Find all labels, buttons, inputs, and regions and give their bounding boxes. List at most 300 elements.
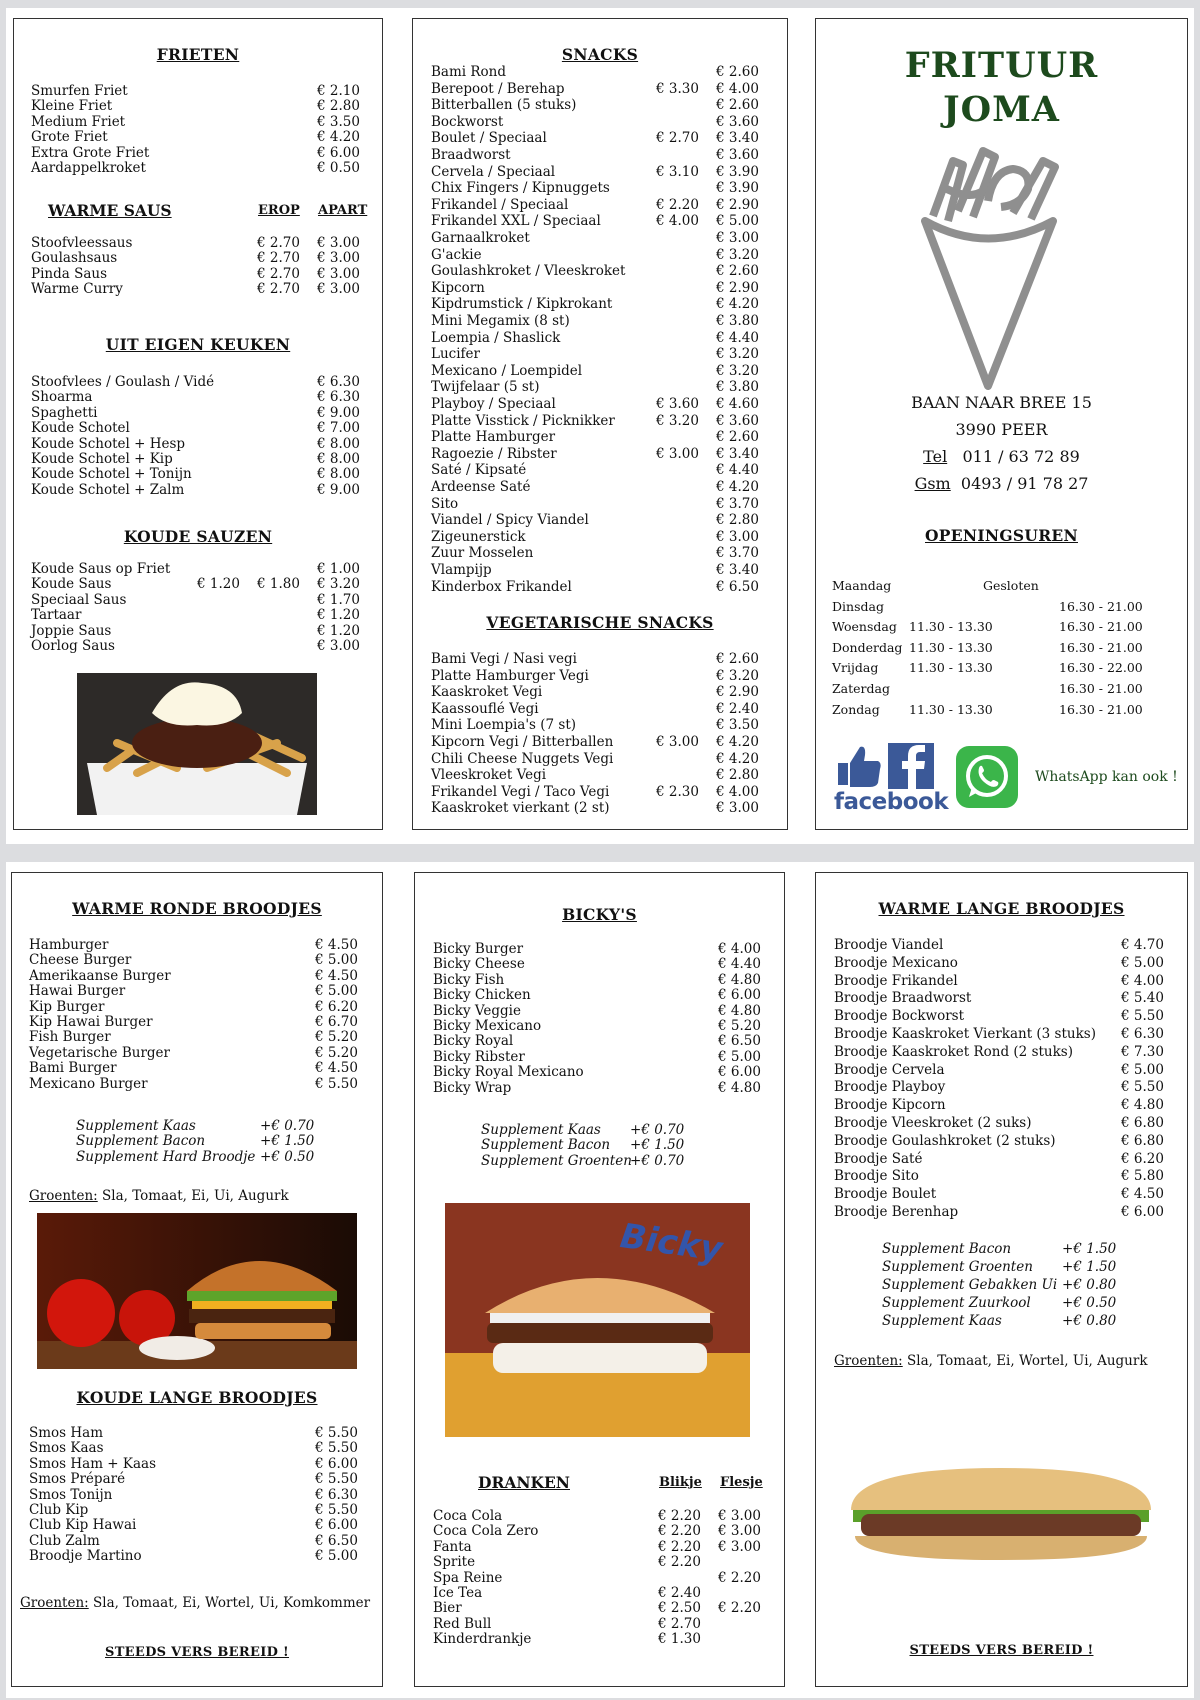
menu-price: € 6.00	[1121, 1204, 1164, 1220]
menu-name: Bier	[433, 1600, 462, 1617]
menu-row	[816, 1186, 1187, 1203]
menu-row	[413, 213, 787, 230]
menu-name: Koude Saus	[31, 576, 112, 593]
menu-name: Aardappelkroket	[31, 160, 146, 176]
menu-price: € 9.00	[317, 404, 360, 421]
menu-blikje: € 2.70	[658, 1615, 701, 1632]
menu-name: Supplement Bacon	[882, 1241, 1012, 1257]
footer-vers-bereid: STEEDS VERS BEREID !	[105, 1645, 289, 1660]
menu-name: Goulashkroket / Vleeskroket	[431, 263, 626, 280]
menu-name: Vegetarische Burger	[29, 1044, 170, 1061]
menu-price: € 3.90	[716, 163, 759, 180]
menu-row	[816, 1044, 1187, 1061]
menu-name: Kaassouflé Vegi	[431, 700, 539, 717]
menu-price: € 3.60	[716, 412, 759, 429]
menu-name: Koude Schotel + Tonijn	[31, 466, 192, 483]
menu-flesje: € 3.00	[718, 1508, 761, 1524]
menu-price: € 5.00	[1121, 1061, 1164, 1078]
menu-row	[413, 197, 787, 214]
menu-price: € 2.80	[317, 98, 360, 115]
menu-row	[413, 479, 787, 496]
menu-price: € 3.60	[716, 147, 759, 163]
menu-price: € 6.80	[1121, 1115, 1164, 1131]
menu-price: € 3.40	[716, 130, 759, 147]
menu-row	[816, 1008, 1187, 1025]
menu-name: Bicky Chicken	[433, 987, 531, 1004]
groenten-text: Sla, Tomaat, Ei, Ui, Augurk	[102, 1188, 289, 1204]
menu-name: Pinda Saus	[31, 265, 107, 282]
menu-price: € 2.90	[716, 196, 759, 213]
menu-row	[816, 1133, 1187, 1150]
menu-row	[14, 281, 382, 298]
menu-row	[413, 413, 787, 430]
menu-name: Viandel / Spicy Viandel	[431, 512, 589, 529]
menu-price: € 3.00	[716, 800, 759, 817]
menu-name: Bicky Fish	[433, 971, 505, 988]
menu-name: Goulashsaus	[31, 250, 118, 267]
menu-name: Frikandel / Speciaal	[431, 196, 569, 213]
menu-row	[413, 280, 787, 297]
menu-price: € 6.20	[1121, 1150, 1164, 1167]
groenten-label: Groenten:	[29, 1188, 98, 1204]
menu-spec: € 2.20	[656, 196, 699, 213]
menu-blikje: € 2.50	[658, 1600, 701, 1617]
menu-name: Platte Hamburger	[431, 429, 556, 446]
menu-price: € 4.00	[716, 783, 759, 800]
menu-price: € 6.00	[315, 1455, 358, 1472]
warme-saus-col-erop: EROP	[258, 203, 300, 218]
menu-row	[415, 1631, 784, 1648]
menu-name: Bami Vegi / Nasi vegi	[431, 651, 577, 667]
supplement-row	[415, 1153, 784, 1170]
menu-erop: € 2.70	[257, 235, 300, 251]
shop-name-line1: FRITUUR	[904, 45, 1099, 86]
menu-name: Bockworst	[431, 113, 504, 130]
menu-name: Oorlog Saus	[31, 638, 115, 654]
menu-name: Stoofvlees / Goulash / Vidé	[31, 374, 215, 390]
menu-name: Fanta	[433, 1538, 472, 1555]
menu-price: € 0.50	[317, 160, 360, 176]
section-title-vegetarisch: VEGETARISCHE SNACKS	[486, 613, 714, 632]
menu-name: Broodje Sito	[834, 1168, 919, 1185]
menu-flesje: € 3.00	[718, 1538, 761, 1555]
menu-price: € 6.30	[317, 389, 360, 406]
menu-row	[816, 598, 1187, 615]
menu-row	[413, 296, 787, 313]
menu-name: Kip Burger	[29, 998, 105, 1015]
menu-row	[816, 577, 1187, 594]
menu-apart: € 3.00	[317, 281, 360, 298]
menu-name: Mini Loempia's (7 st)	[431, 717, 577, 734]
menu-name: Amerikaanse Burger	[29, 967, 171, 984]
menu-price: € 3.80	[716, 313, 759, 329]
menu-row	[816, 1079, 1187, 1096]
menu-row	[14, 482, 382, 499]
facebook-text: facebook	[834, 789, 949, 815]
menu-row	[413, 734, 787, 751]
menu-name: Boulet / Speciaal	[431, 130, 547, 147]
menu-name: Kip Hawai Burger	[29, 1014, 153, 1030]
menu-price: +€ 1.50	[1062, 1241, 1117, 1257]
menu-name: Kaaskroket vierkant (2 st)	[431, 800, 610, 817]
supplement-row	[816, 1295, 1187, 1312]
menu-row	[413, 684, 787, 701]
menu-name: Kaaskroket Vegi	[431, 684, 543, 701]
menu-name: Bicky Ribster	[433, 1048, 525, 1065]
gsm-label: Gsm	[914, 474, 951, 493]
menu-row	[413, 579, 787, 596]
menu-name: Kinderbox Frikandel	[431, 578, 572, 595]
menu-row	[816, 973, 1187, 990]
menu-row	[816, 1204, 1187, 1221]
menu-name: Braadworst	[431, 147, 511, 163]
menu-row	[413, 446, 787, 463]
menu-price: € 4.00	[1121, 972, 1164, 989]
menu-price: +€ 1.50	[1062, 1259, 1117, 1275]
menu-row	[413, 379, 787, 396]
menu-row	[413, 717, 787, 734]
section-title-warme-saus: WARME SAUS	[48, 201, 172, 220]
menu-row	[413, 651, 787, 668]
menu-row	[413, 462, 787, 479]
menu-price: € 6.80	[1121, 1132, 1164, 1149]
menu-name: Bicky Burger	[433, 941, 524, 957]
groenten-label: Groenten:	[834, 1353, 903, 1369]
menu-price: € 3.40	[716, 445, 759, 462]
menu-name: Grote Friet	[31, 129, 108, 146]
menu-name: Lucifer	[431, 346, 480, 363]
menu-price: € 6.70	[315, 1014, 358, 1030]
menu-price: € 4.20	[716, 750, 759, 767]
menu-price: € 4.20	[716, 734, 759, 750]
menu-name: Broodje Berenhap	[834, 1204, 959, 1220]
section-title-dranken: DRANKEN	[478, 1473, 570, 1492]
menu-name: Bami Burger	[29, 1060, 117, 1077]
menu-spec: € 3.00	[656, 445, 699, 462]
whatsapp-icon[interactable]	[956, 746, 1018, 808]
menu-name: Koude Schotel + Kip	[31, 451, 173, 467]
menu-name: Supplement Kaas	[882, 1313, 1002, 1329]
menu-row	[14, 638, 382, 655]
menu-name: Supplement Hard Broodje	[76, 1148, 256, 1165]
menu-price: € 3.20	[716, 667, 759, 684]
menu-price: € 3.20	[716, 362, 759, 379]
menu-day: Zaterdag	[832, 681, 890, 696]
menu-name: Chix Fingers / Kipnuggets	[431, 180, 610, 197]
panel-snacks	[412, 18, 788, 830]
menu-name: Berepoot / Berehap	[431, 80, 565, 97]
menu-pm: 16.30 - 21.00	[1059, 619, 1143, 635]
dranken-col-flesje: Flesje	[720, 1475, 763, 1490]
menu-price: € 2.60	[716, 263, 759, 280]
menu-row	[12, 1076, 382, 1093]
menu-blikje: € 2.40	[658, 1585, 701, 1601]
menu-name: Broodje Kaaskroket Rond (2 stuks)	[834, 1043, 1073, 1060]
menu-row	[816, 701, 1187, 718]
menu-name: Bicky Royal Mexicano	[433, 1064, 584, 1081]
menu-name: Coca Cola Zero	[433, 1523, 539, 1540]
menu-row	[413, 64, 787, 81]
menu-price: € 5.40	[1121, 990, 1164, 1007]
menu-price: € 6.00	[315, 1517, 358, 1534]
menu-am: 11.30 - 13.30	[909, 701, 993, 717]
menu-price: € 5.50	[315, 1440, 358, 1457]
menu-erop: € 2.70	[257, 250, 300, 267]
menu-price: € 7.30	[1121, 1043, 1164, 1060]
menu-price: € 4.20	[716, 479, 759, 495]
menu-name: Bami Rond	[431, 64, 507, 80]
section-title-eigen-keuken: UIT EIGEN KEUKEN	[105, 335, 291, 354]
menu-name: Broodje Braadworst	[834, 990, 972, 1007]
menu-price: € 4.20	[317, 129, 360, 146]
menu-price: +€ 1.50	[260, 1133, 315, 1150]
menu-row	[413, 784, 787, 801]
supplement-row	[816, 1313, 1187, 1330]
menu-price: € 3.20	[317, 576, 360, 593]
menu-name: Supplement Kaas	[481, 1122, 601, 1138]
panel-ronde-broodjes	[11, 872, 383, 1687]
menu-spec: € 3.60	[656, 396, 699, 412]
footer-vers-bereid: STEEDS VERS BEREID !	[909, 1643, 1094, 1658]
section-title-frieten: FRIETEN	[156, 45, 240, 64]
menu-row	[413, 330, 787, 347]
menu-price: € 1.70	[317, 591, 360, 608]
koude-lange-groenten	[20, 1595, 370, 1611]
phone-line	[816, 447, 1187, 466]
menu-price: € 7.00	[317, 420, 360, 437]
fries-cone-icon	[913, 141, 1063, 391]
menu-row	[816, 1151, 1187, 1168]
menu-name: Koude Schotel + Hesp	[31, 435, 186, 452]
menu-name: Saté / Kipsaté	[431, 462, 527, 479]
menu-row	[413, 230, 787, 247]
menu-price: € 6.50	[716, 578, 759, 595]
menu-name: Koude Schotel + Zalm	[31, 481, 185, 498]
menu-name: Ice Tea	[433, 1585, 483, 1601]
menu-name: Broodje Playboy	[834, 1079, 946, 1096]
tel-number[interactable]: 011 / 63 72 89	[962, 447, 1080, 466]
menu-apart: € 3.00	[317, 235, 360, 251]
menu-name: Supplement Bacon	[481, 1137, 611, 1154]
menu-flesje: € 2.20	[718, 1569, 761, 1586]
menu-name: Garnaalkroket	[431, 230, 530, 246]
menu-price: € 5.50	[315, 1425, 358, 1441]
menu-name: Medium Friet	[31, 113, 126, 130]
menu-price: € 4.80	[718, 971, 761, 988]
menu-price: € 5.00	[718, 1048, 761, 1065]
menu-price: € 4.40	[716, 462, 759, 479]
menu-name: Supplement Zuurkool	[882, 1295, 1031, 1311]
menu-name: Extra Grote Friet	[31, 144, 150, 161]
menu-spec: € 3.30	[656, 80, 699, 97]
menu-price: € 5.20	[718, 1018, 761, 1034]
menu-day: Vrijdag	[832, 660, 879, 676]
section-title-lange-broodjes: WARME LANGE BROODJES	[878, 899, 1125, 918]
menu-name: Mini Megamix (8 st)	[431, 313, 570, 329]
menu-price: +€ 1.50	[630, 1137, 685, 1154]
menu-row	[413, 396, 787, 413]
menu-name: Fish Burger	[29, 1029, 111, 1046]
panel-lange-broodjes	[815, 872, 1188, 1687]
menu-pm: 16.30 - 22.00	[1059, 660, 1143, 676]
menu-price: € 6.20	[315, 998, 358, 1015]
menu-name: Broodje Boulet	[834, 1186, 937, 1203]
menu-name: Kleine Friet	[31, 98, 113, 115]
menu-name: Red Bull	[433, 1615, 492, 1632]
menu-name: G'ackie	[431, 246, 482, 263]
menu-price: € 4.00	[718, 941, 761, 957]
address-line2: 3990 PEER	[955, 420, 1048, 439]
menu-spec: € 3.20	[656, 412, 699, 429]
menu-name: Spaghetti	[31, 404, 98, 421]
facebook-icon[interactable]	[834, 741, 949, 815]
menu-name: Ardeense Saté	[431, 479, 531, 495]
menu-day: Zondag	[832, 701, 880, 717]
menu-price: € 2.60	[716, 651, 759, 667]
menu-name: Koude Saus op Friet	[31, 561, 171, 577]
menu-apart: € 3.00	[317, 265, 360, 282]
menu-name: Kinderdrankje	[433, 1631, 532, 1648]
section-title-snacks: SNACKS	[561, 45, 639, 64]
menu-apart: € 3.00	[317, 250, 360, 267]
menu-row	[413, 346, 787, 363]
menu-name: Hawai Burger	[29, 983, 126, 1000]
menu-price: € 3.80	[716, 379, 759, 396]
menu-price: € 4.80	[718, 1002, 761, 1019]
menu-flesje: € 3.00	[718, 1523, 761, 1540]
menu-spec: € 3.10	[656, 163, 699, 180]
menu-name: Frikandel Vegi / Taco Vegi	[431, 783, 610, 800]
menu-price: € 4.60	[716, 396, 759, 412]
menu-price: € 3.20	[716, 246, 759, 263]
supplement-row	[816, 1241, 1187, 1258]
menu-price: € 4.80	[718, 1079, 761, 1096]
menu-name: Coca Cola	[433, 1508, 503, 1524]
menu-row	[413, 751, 787, 768]
menu-price: € 5.80	[1121, 1168, 1164, 1185]
menu-name: Vlampijp	[431, 562, 492, 578]
menu-name: Koude Schotel	[31, 420, 130, 437]
menu-name: Smos Kaas	[29, 1440, 104, 1457]
menu-price: € 4.50	[1121, 1186, 1164, 1203]
menu-price: € 3.60	[716, 113, 759, 130]
menu-row	[12, 1548, 382, 1565]
menu-name: Supplement Bacon	[76, 1133, 206, 1150]
menu-name: Bicky Cheese	[433, 956, 525, 973]
menu-closed: Gesloten	[983, 578, 1039, 593]
menu-blikje: € 1.30	[658, 1631, 701, 1648]
menu-name: Bicky Royal	[433, 1033, 514, 1050]
menu-price: € 2.90	[716, 279, 759, 296]
menu-price: € 8.00	[317, 466, 360, 483]
menu-price: € 5.20	[315, 1044, 358, 1061]
menu-price: € 3.70	[716, 495, 759, 512]
menu-name: Platte Visstick / Picknikker	[431, 412, 615, 429]
menu-price: € 3.40	[716, 562, 759, 578]
menu-name: Zigeunerstick	[431, 528, 526, 545]
section-title-openingsuren: OPENINGSUREN	[925, 526, 1078, 545]
menu-pm: 16.30 - 21.00	[1059, 701, 1143, 717]
menu-blikje: € 2.20	[658, 1538, 701, 1555]
menu-price: € 3.00	[716, 230, 759, 246]
supplement-row	[12, 1149, 382, 1166]
gsm-number[interactable]: 0493 / 91 78 27	[960, 474, 1089, 493]
panel-bickys	[414, 872, 785, 1687]
groenten-text: Sla, Tomaat, Ei, Wortel, Ui, Komkommer	[93, 1595, 371, 1611]
menu-price: € 5.00	[716, 213, 759, 230]
menu-name: Broodje Cervela	[834, 1061, 945, 1078]
menu-price: € 3.50	[716, 717, 759, 734]
menu-price: € 6.50	[718, 1033, 761, 1050]
menu-name: Bitterballen (5 stuks)	[431, 97, 577, 114]
menu-name: Broodje Bockworst	[834, 1008, 965, 1025]
menu-name: Kipcorn	[431, 279, 485, 296]
menu-name: Tartaar	[31, 607, 82, 624]
menu-price: € 8.00	[317, 435, 360, 452]
gsm-line	[816, 474, 1187, 493]
menu-erop: € 2.70	[257, 265, 300, 282]
menu-name: Mexicano Burger	[29, 1075, 148, 1092]
menu-price: +€ 0.70	[630, 1122, 685, 1138]
menu-row	[413, 529, 787, 546]
menu-name: Broodje Saté	[834, 1150, 923, 1167]
panel-info	[815, 18, 1188, 830]
menu-name: Ragoezie / Ribster	[431, 445, 557, 462]
menu-price: € 1.20	[317, 622, 360, 639]
menu-name: Cheese Burger	[29, 952, 132, 969]
menu-price: € 6.00	[317, 144, 360, 161]
menu-price: € 4.80	[1121, 1097, 1164, 1114]
menu-row	[413, 81, 787, 98]
menu-row	[413, 800, 787, 817]
menu-name: Zuur Mosselen	[431, 545, 534, 562]
menu-price: +€ 0.80	[1062, 1277, 1117, 1293]
menu-row	[413, 247, 787, 264]
menu-name: Spa Reine	[433, 1569, 503, 1586]
menu-name: Chili Cheese Nuggets Vegi	[431, 750, 614, 767]
shop-name-line2: JOMA	[943, 89, 1060, 130]
menu-row	[14, 160, 382, 177]
menu-row	[413, 767, 787, 784]
menu-spec: € 2.30	[656, 783, 699, 800]
menu-name: Warme Curry	[31, 281, 123, 298]
menu-name: Smos Tonijn	[29, 1486, 113, 1503]
menu-price: € 2.90	[716, 684, 759, 701]
menu-row	[413, 512, 787, 529]
menu-price: € 5.20	[315, 1029, 358, 1046]
menu-pm: 16.30 - 21.00	[1059, 639, 1143, 655]
menu-price: +€ 0.70	[630, 1152, 685, 1169]
menu-price: € 6.50	[315, 1532, 358, 1549]
menu-price: € 3.00	[317, 638, 360, 654]
menu-row	[413, 313, 787, 330]
menu-name: Sito	[431, 495, 459, 512]
menu-row	[816, 955, 1187, 972]
menu-row	[816, 618, 1187, 635]
menu-price: +€ 0.80	[1062, 1313, 1117, 1329]
panel-frieten	[13, 18, 383, 830]
menu-price: € 5.50	[315, 1075, 358, 1092]
menu-price: € 2.80	[716, 767, 759, 784]
menu-price: € 6.30	[317, 374, 360, 390]
menu-name: Broodje Vleeskroket (2 suks)	[834, 1115, 1032, 1131]
supplement-row	[816, 1259, 1187, 1276]
menu-am: 11.30 - 13.30	[909, 660, 993, 676]
menu-name: Club Zalm	[29, 1532, 100, 1549]
menu-name: Broodje Martino	[29, 1548, 142, 1565]
menu-am: 11.30 - 13.30	[909, 619, 993, 635]
menu-blikje: € 2.20	[658, 1523, 701, 1540]
